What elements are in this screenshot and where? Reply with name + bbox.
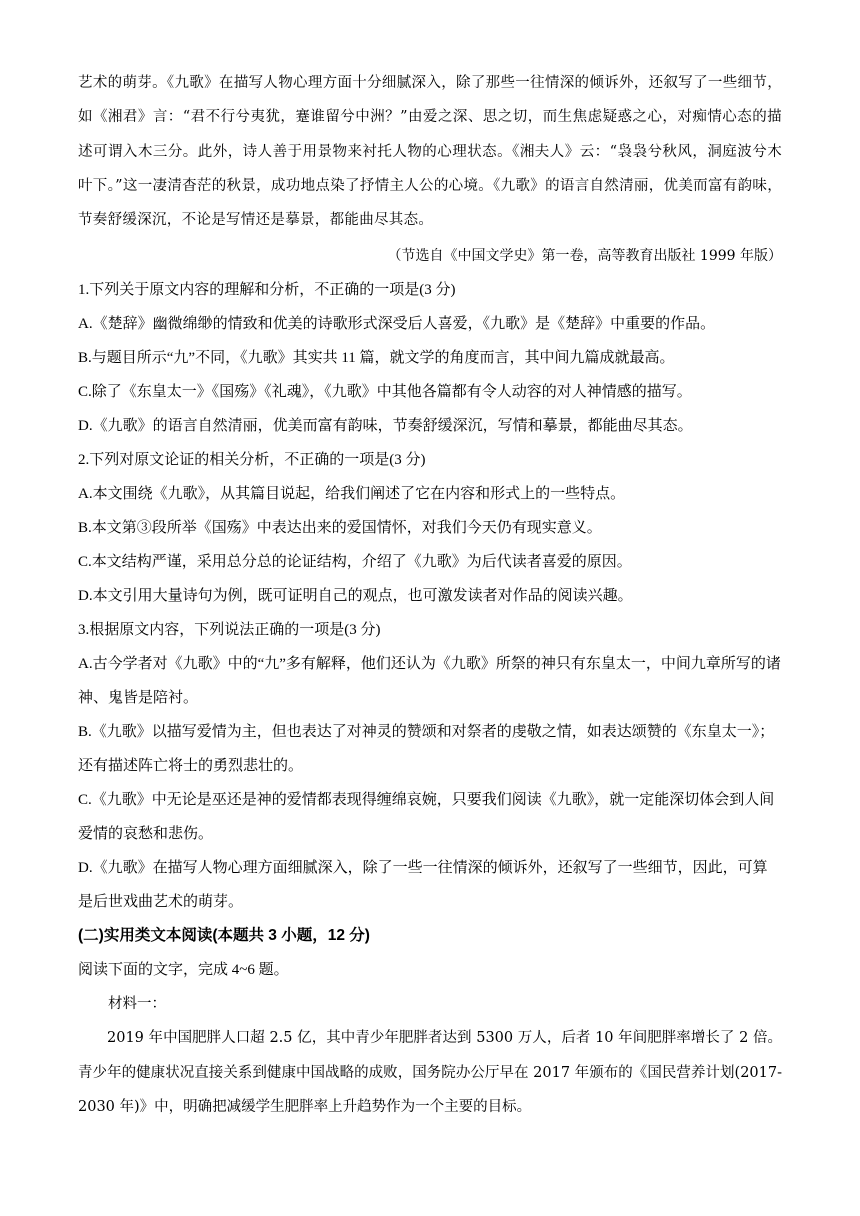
option-c: C.《九歌》中无论是巫还是神的爱情都表现得缠绵哀婉，只要我们阅读《九歌》，就一定能深切体会到人间爱情的哀愁和悲伤。 bbox=[78, 792, 775, 843]
material-1 bbox=[78, 1021, 782, 1124]
option-d: D.《九歌》的语言自然清丽，优美而富有韵味，节奏舒缓深沉，写情和摹景，都能曲尽其态。 bbox=[78, 418, 693, 435]
section-2 bbox=[78, 919, 782, 1124]
section-title: (二)实用类文本阅读(本题共 3 小题，12 分) bbox=[78, 927, 370, 945]
option-c: C.除了《东皇太一》《国殇》《礼魂》，《九歌》中其他各篇都有令人动容的对人神情感的描写。 bbox=[78, 384, 692, 401]
question-stem: 1.下列关于原文内容的理解和分析，不正确的一项是(3 分) bbox=[78, 282, 456, 299]
question-2 bbox=[78, 443, 782, 613]
option-a: A.古今学者对《九歌》中的“九”多有解释，他们还认为《九歌》所祭的神只有东皇太一，中间九章所写的诸神、鬼皆是陪衬。 bbox=[78, 656, 781, 707]
question-stem: 3.根据原文内容，下列说法正确的一项是(3 分) bbox=[78, 622, 381, 639]
document-page bbox=[78, 66, 782, 1124]
option-c: C.本文结构严谨，采用总分总的论证结构，介绍了《九歌》为后代读者喜爱的原因。 bbox=[78, 554, 632, 571]
question-1 bbox=[78, 273, 782, 443]
option-d: D.《九歌》在描写人物心理方面细腻深入，除了一些一往情深的倾诉外，还叙写了一些细节，因此，可算是后世戏曲艺术的萌芽。 bbox=[78, 860, 768, 911]
option-d: D.本文引用大量诗句为例，既可证明自己的观点，也可激发读者对作品的阅读兴趣。 bbox=[78, 588, 633, 605]
option-b: B.本文第③段所举《国殇》中表达出来的爱国情怀，对我们今天仍有现实意义。 bbox=[78, 520, 602, 537]
material-label: 材料一： bbox=[108, 996, 166, 1013]
question-stem: 2.下列对原文论证的相关分析，不正确的一项是(3 分) bbox=[78, 452, 426, 469]
material-paragraph: 2019 年中国肥胖人口超 2.5 亿，其中青少年肥胖者达到 5300 万人，后者 10 年间肥胖率增长了 2 倍。青少年的健康状况直接关系到健康中国战略的成败，国务院办公厅早在 2017 年颁布的《国民营养计划(2017-2030 年)》中，明确把减缓学生肥胖率上升趋势作为一个主要的目标。 bbox=[78, 1030, 782, 1116]
option-a: A.本文围绕《九歌》，从其篇目说起，给我们阐述了它在内容和形式上的一些特点。 bbox=[78, 486, 626, 503]
passage-paragraph: 艺术的萌芽。《九歌》在描写人物心理方面十分细腻深入，除了那些一往情深的倾诉外，还叙写了一些细节，如《湘君》言：“君不行兮夷犹，蹇谁留兮中洲？”由爱之深、思之切，而生焦虑疑惑之心，对痴情心态的描述可谓入木三分。此外，诗人善于用景物来衬托人物的心理状态。《湘夫人》云：“袅袅兮秋风，洞庭波兮木叶下。”这一凄清杳茫的秋景，成功地点染了抒情主人公的心境。《九歌》的语言自然清丽，优美而富有韵味，节奏舒缓深沉，不论是写情还是摹景，都能曲尽其态。 bbox=[78, 75, 782, 229]
passage bbox=[78, 66, 782, 273]
option-b: B.《九歌》以描写爱情为主，但也表达了对神灵的赞颂和对祭者的虔敬之情，如表达颂赞的《东皇太一》；还有描述阵亡将士的勇烈悲壮的。 bbox=[78, 724, 775, 775]
passage-source: （节选自《中国文学史》第一卷，高等教育出版社 1999 年版） bbox=[387, 248, 782, 265]
question-3 bbox=[78, 613, 782, 919]
option-a: A.《楚辞》幽微绵缈的情致和优美的诗歌形式深受后人喜爱，《九歌》是《楚辞》中重要的作品。 bbox=[78, 316, 716, 333]
section-instruction: 阅读下面的文字，完成 4~6 题。 bbox=[78, 962, 289, 979]
option-b: B.与题目所示“九”不同，《九歌》其实共 11 篇，就文学的角度而言，其中间九篇成就最高。 bbox=[78, 350, 675, 367]
